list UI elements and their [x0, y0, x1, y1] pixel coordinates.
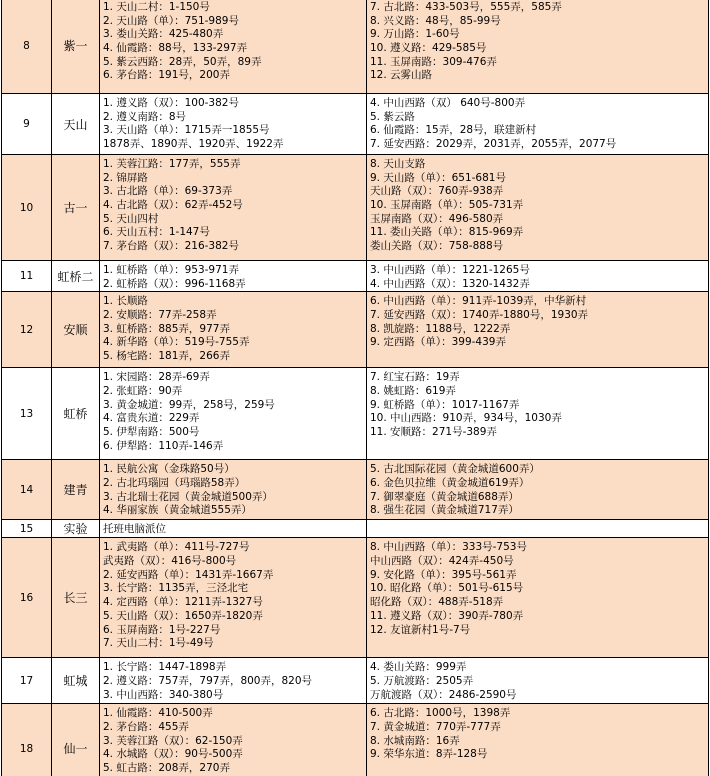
address-line: 6. 天山五村：1-147号 [103, 226, 210, 239]
address-line: 7. 黄金城道：770弄-777弄 [370, 721, 501, 734]
address-line: 6. 古北路：1000号，1398弄 [370, 707, 511, 720]
address-line: 12. 云雾山路 [370, 69, 433, 82]
address-line: 10. 中山西路：910弄，934号，1030弄 [370, 412, 562, 425]
district-name-cell: 虹城 [52, 658, 100, 704]
address-line: 5. 虹古路：208弄，270弄 [103, 762, 230, 775]
address-line: 3. 芙蓉江路（双）：62-150弄 [103, 734, 243, 747]
address-line: 7. 延安西路（双）：1740弄-1880号，1930弄 [370, 309, 589, 322]
address-left-column [100, 155, 367, 261]
address-right-column [367, 460, 709, 520]
table-row [2, 520, 709, 538]
address-right-column [367, 538, 709, 658]
table-row [2, 658, 709, 704]
district-number-cell: 13 [2, 368, 52, 460]
address-line: 2. 茅台路：455弄 [103, 721, 189, 734]
table-row [2, 0, 709, 94]
address-right-column [367, 704, 709, 776]
district-number-cell: 8 [2, 0, 52, 94]
address-line: 5. 伊犁南路：500号 [103, 426, 200, 439]
address-line: 1. 仙霞路：410-500弄 [103, 707, 213, 720]
address-line: 1. 遵义路（双）：100-382号 [103, 97, 239, 109]
address-line: 1878弄、1890弄、1920弄、1922弄 [103, 138, 284, 151]
district-number-cell: 11 [2, 261, 52, 292]
district-number-cell: 18 [2, 704, 52, 776]
address-line: 7. 古北路：433-503号，555弄，585弄 [370, 1, 562, 13]
address-line: 11. 安顺路：271号-389弄 [370, 426, 497, 439]
address-line: 2. 锦屏路 [103, 171, 148, 184]
district-name-cell: 天山 [52, 94, 100, 155]
district-name-cell: 长三 [52, 538, 100, 658]
address-left-column [100, 261, 367, 292]
address-line: 3. 古北瑞士花园（黄金城道500弄） [103, 490, 273, 503]
address-line: 8. 中山西路（单）：333号-753号 [370, 541, 527, 554]
address-line: 2. 遵义路：757弄，797弄，800弄，820号 [103, 675, 313, 688]
address-line: 5. 紫云路 [370, 110, 415, 123]
address-line: 托班电脑派位 [103, 523, 166, 536]
table-row [2, 460, 709, 520]
address-line: 1. 芙蓉江路：177弄，555弄 [103, 158, 241, 170]
address-left-column [100, 0, 367, 94]
address-line: 2. 张虹路：90弄 [103, 385, 183, 398]
address-line: 9. 安化路（单）：395号-561弄 [370, 568, 517, 581]
address-line: 1. 长顺路 [103, 295, 148, 308]
table-row [2, 292, 709, 368]
district-name-cell: 古一 [52, 155, 100, 261]
address-right-column [367, 292, 709, 368]
address-line: 3. 中山西路（单）：1221-1265号 [370, 264, 530, 276]
address-line: 8. 水城南路：16弄 [370, 734, 460, 747]
address-line: 3. 长宁路：1135弄，三泾北宅 [103, 582, 249, 595]
address-line: 6. 玉屏南路：1号-227号 [103, 623, 221, 636]
address-line: 8. 姚虹路：619弄 [370, 385, 456, 398]
address-line: 6. 仙霞路：15弄，28号，联建新村 [370, 124, 537, 137]
table-row [2, 94, 709, 155]
address-line: 天山路（双）：760弄-938弄 [370, 185, 504, 198]
address-line: 1. 天山二村：1-150号 [103, 1, 210, 13]
district-number-cell: 9 [2, 94, 52, 155]
address-line: 3. 虹桥路：885弄，977弄 [103, 322, 230, 335]
address-line: 4. 华丽家族（黄金城道555弄） [103, 504, 252, 517]
address-line: 1. 长宁路：1447-1898弄 [103, 661, 227, 674]
address-line: 9. 天山路（单）：651-681号 [370, 171, 506, 184]
enrollment-district-table [1, 0, 709, 776]
address-right-column [367, 94, 709, 155]
address-line: 6. 伊犁路：110弄-146弄 [103, 439, 224, 452]
address-line: 万航渡路（双）：2486-2590号 [370, 688, 517, 701]
address-line: 8. 强生花园（黄金城道717弄） [370, 504, 519, 517]
district-number-cell: 10 [2, 155, 52, 261]
address-line: 8. 天山支路 [370, 158, 426, 170]
address-line: 2. 天山路（单）：751-989号 [103, 14, 239, 27]
address-line: 玉屏南路（双）：496-580弄 [370, 212, 504, 225]
address-line: 11. 遵义路（双）：390弄-780弄 [370, 609, 524, 622]
address-line: 10. 遵义路：429-585号 [370, 42, 487, 55]
address-line: 5. 天山四村 [103, 212, 159, 225]
address-right-column [367, 368, 709, 460]
address-line: 2. 延安西路（单）：1431弄-1667弄 [103, 568, 274, 581]
address-line: 2. 安顺路：77弄-258弄 [103, 309, 217, 322]
table-body [2, 0, 709, 776]
address-line: 3. 天山路（单）：1715弄一1855号 [103, 124, 270, 137]
address-line: 7. 延安西路：2029弄，2031弄，2055弄，2077号 [370, 138, 617, 151]
table-row [2, 155, 709, 261]
address-right-column [367, 658, 709, 704]
address-line: 5. 古北国际花园（黄金城道600弄） [370, 463, 540, 476]
address-line: 娄山关路（双）：758-888号 [370, 240, 504, 253]
address-left-column [100, 658, 367, 704]
address-line: 7. 天山二村：1号-49号 [103, 637, 214, 650]
address-right-column [367, 520, 709, 538]
address-left-column [100, 94, 367, 155]
address-line: 4. 水城路（双）：90号-500弄 [103, 748, 243, 761]
address-line: 3. 娄山关路：425-480弄 [103, 28, 224, 41]
address-line: 1. 虹桥路（单）：953-971弄 [103, 264, 239, 276]
district-number-cell: 17 [2, 658, 52, 704]
address-line: 2. 虹桥路（双）：996-1168弄 [103, 277, 246, 290]
address-right-column [367, 0, 709, 94]
district-name-cell: 虹桥二 [52, 261, 100, 292]
district-number-cell: 15 [2, 520, 52, 538]
address-line: 武夷路（双）：416号-800号 [103, 555, 237, 568]
address-line: 2. 古北玛瑙园（玛瑙路58弄） [103, 477, 246, 490]
address-line: 昭化路（双）：488弄-518弄 [370, 596, 504, 609]
address-line: 5. 杨宅路：181弄，266弄 [103, 350, 230, 363]
address-line: 4. 古北路（双）：62弄-452号 [103, 199, 243, 212]
district-number-cell: 16 [2, 538, 52, 658]
address-line: 3. 中山西路：340-380号 [103, 688, 224, 701]
address-line: 7. 茅台路（双）：216-382号 [103, 240, 239, 253]
address-line: 6. 中山西路（单）：911弄-1039弄，中华新村 [370, 295, 587, 308]
address-line: 2. 遵义南路：8号 [103, 110, 187, 123]
district-name-cell: 安顺 [52, 292, 100, 368]
district-name-cell: 紫一 [52, 0, 100, 94]
address-right-column [367, 261, 709, 292]
district-name-cell: 建青 [52, 460, 100, 520]
table-row [2, 261, 709, 292]
address-line: 10. 昭化路（单）：501号-615号 [370, 582, 524, 595]
address-line: 4. 新华路（单）：519号-755弄 [103, 336, 250, 349]
address-line: 1. 民航公寓（金珠路50号） [103, 463, 235, 476]
address-line: 4. 定西路（单）：1211弄-1327号 [103, 596, 263, 609]
address-line: 9. 虹桥路（单）：1017-1167弄 [370, 398, 520, 411]
address-line: 9. 定西路（单）：399-439弄 [370, 336, 506, 349]
address-line: 7. 御翠豪庭（黄金城道688弄） [370, 490, 519, 503]
address-left-column [100, 538, 367, 658]
address-right-column [367, 155, 709, 261]
address-left-column [100, 460, 367, 520]
address-line: 7. 红宝石路：19弄 [370, 371, 460, 384]
district-number-cell: 14 [2, 460, 52, 520]
district-name-cell: 仙一 [52, 704, 100, 776]
address-line: 4. 中山西路（双） 640号-800弄 [370, 97, 526, 109]
table-row [2, 704, 709, 776]
address-line: 9. 万山路：1-60号 [370, 28, 460, 41]
address-line: 8. 凯旋路：1188号，1222弄 [370, 322, 511, 335]
address-line: 8. 兴义路：48号，85-99号 [370, 14, 501, 27]
address-line: 中山西路（双）：424弄-450号 [370, 555, 514, 568]
district-name-cell: 虹桥 [52, 368, 100, 460]
address-line: 5. 紫云西路：28弄，50弄，89弄 [103, 55, 262, 68]
address-line: 6. 金色贝拉维（黄金城道619弄） [370, 477, 530, 490]
district-name-cell: 实验 [52, 520, 100, 538]
address-line: 11. 娄山关路（单）：815-969弄 [370, 226, 524, 239]
address-line: 5. 万航渡路：2505弄 [370, 675, 474, 688]
address-line: 5. 天山路（双）：1650弄-1820弄 [103, 609, 263, 622]
address-line: 6. 茅台路：191号，200弄 [103, 69, 230, 82]
address-line: 1. 宋园路：28弄-69弄 [103, 371, 210, 384]
address-line: 1. 武夷路（单）：411号-727号 [103, 541, 250, 554]
table-row [2, 368, 709, 460]
address-line: 12. 友谊新村1号-7号 [370, 623, 471, 636]
address-left-column [100, 292, 367, 368]
address-line: 4. 中山西路（双）：1320-1432弄 [370, 277, 530, 290]
address-line: 4. 富贵东道：229弄 [103, 412, 200, 425]
table-row [2, 538, 709, 658]
address-line: 11. 玉屏南路：309-476弄 [370, 55, 497, 68]
district-number-cell: 12 [2, 292, 52, 368]
address-left-column [100, 368, 367, 460]
address-left-column [100, 704, 367, 776]
address-line: 3. 古北路（单）：69-373弄 [103, 185, 233, 198]
address-left-column [100, 520, 367, 538]
address-line: 4. 仙霞路：88号，133-297弄 [103, 42, 248, 55]
address-line: 3. 黄金城道：99弄，258号，259号 [103, 398, 275, 411]
address-line: 10. 玉屏南路（单）：505-731弄 [370, 199, 524, 212]
address-line: 9. 荣华东道：8弄-128号 [370, 748, 488, 761]
address-line: 4. 娄山关路：999弄 [370, 661, 467, 674]
